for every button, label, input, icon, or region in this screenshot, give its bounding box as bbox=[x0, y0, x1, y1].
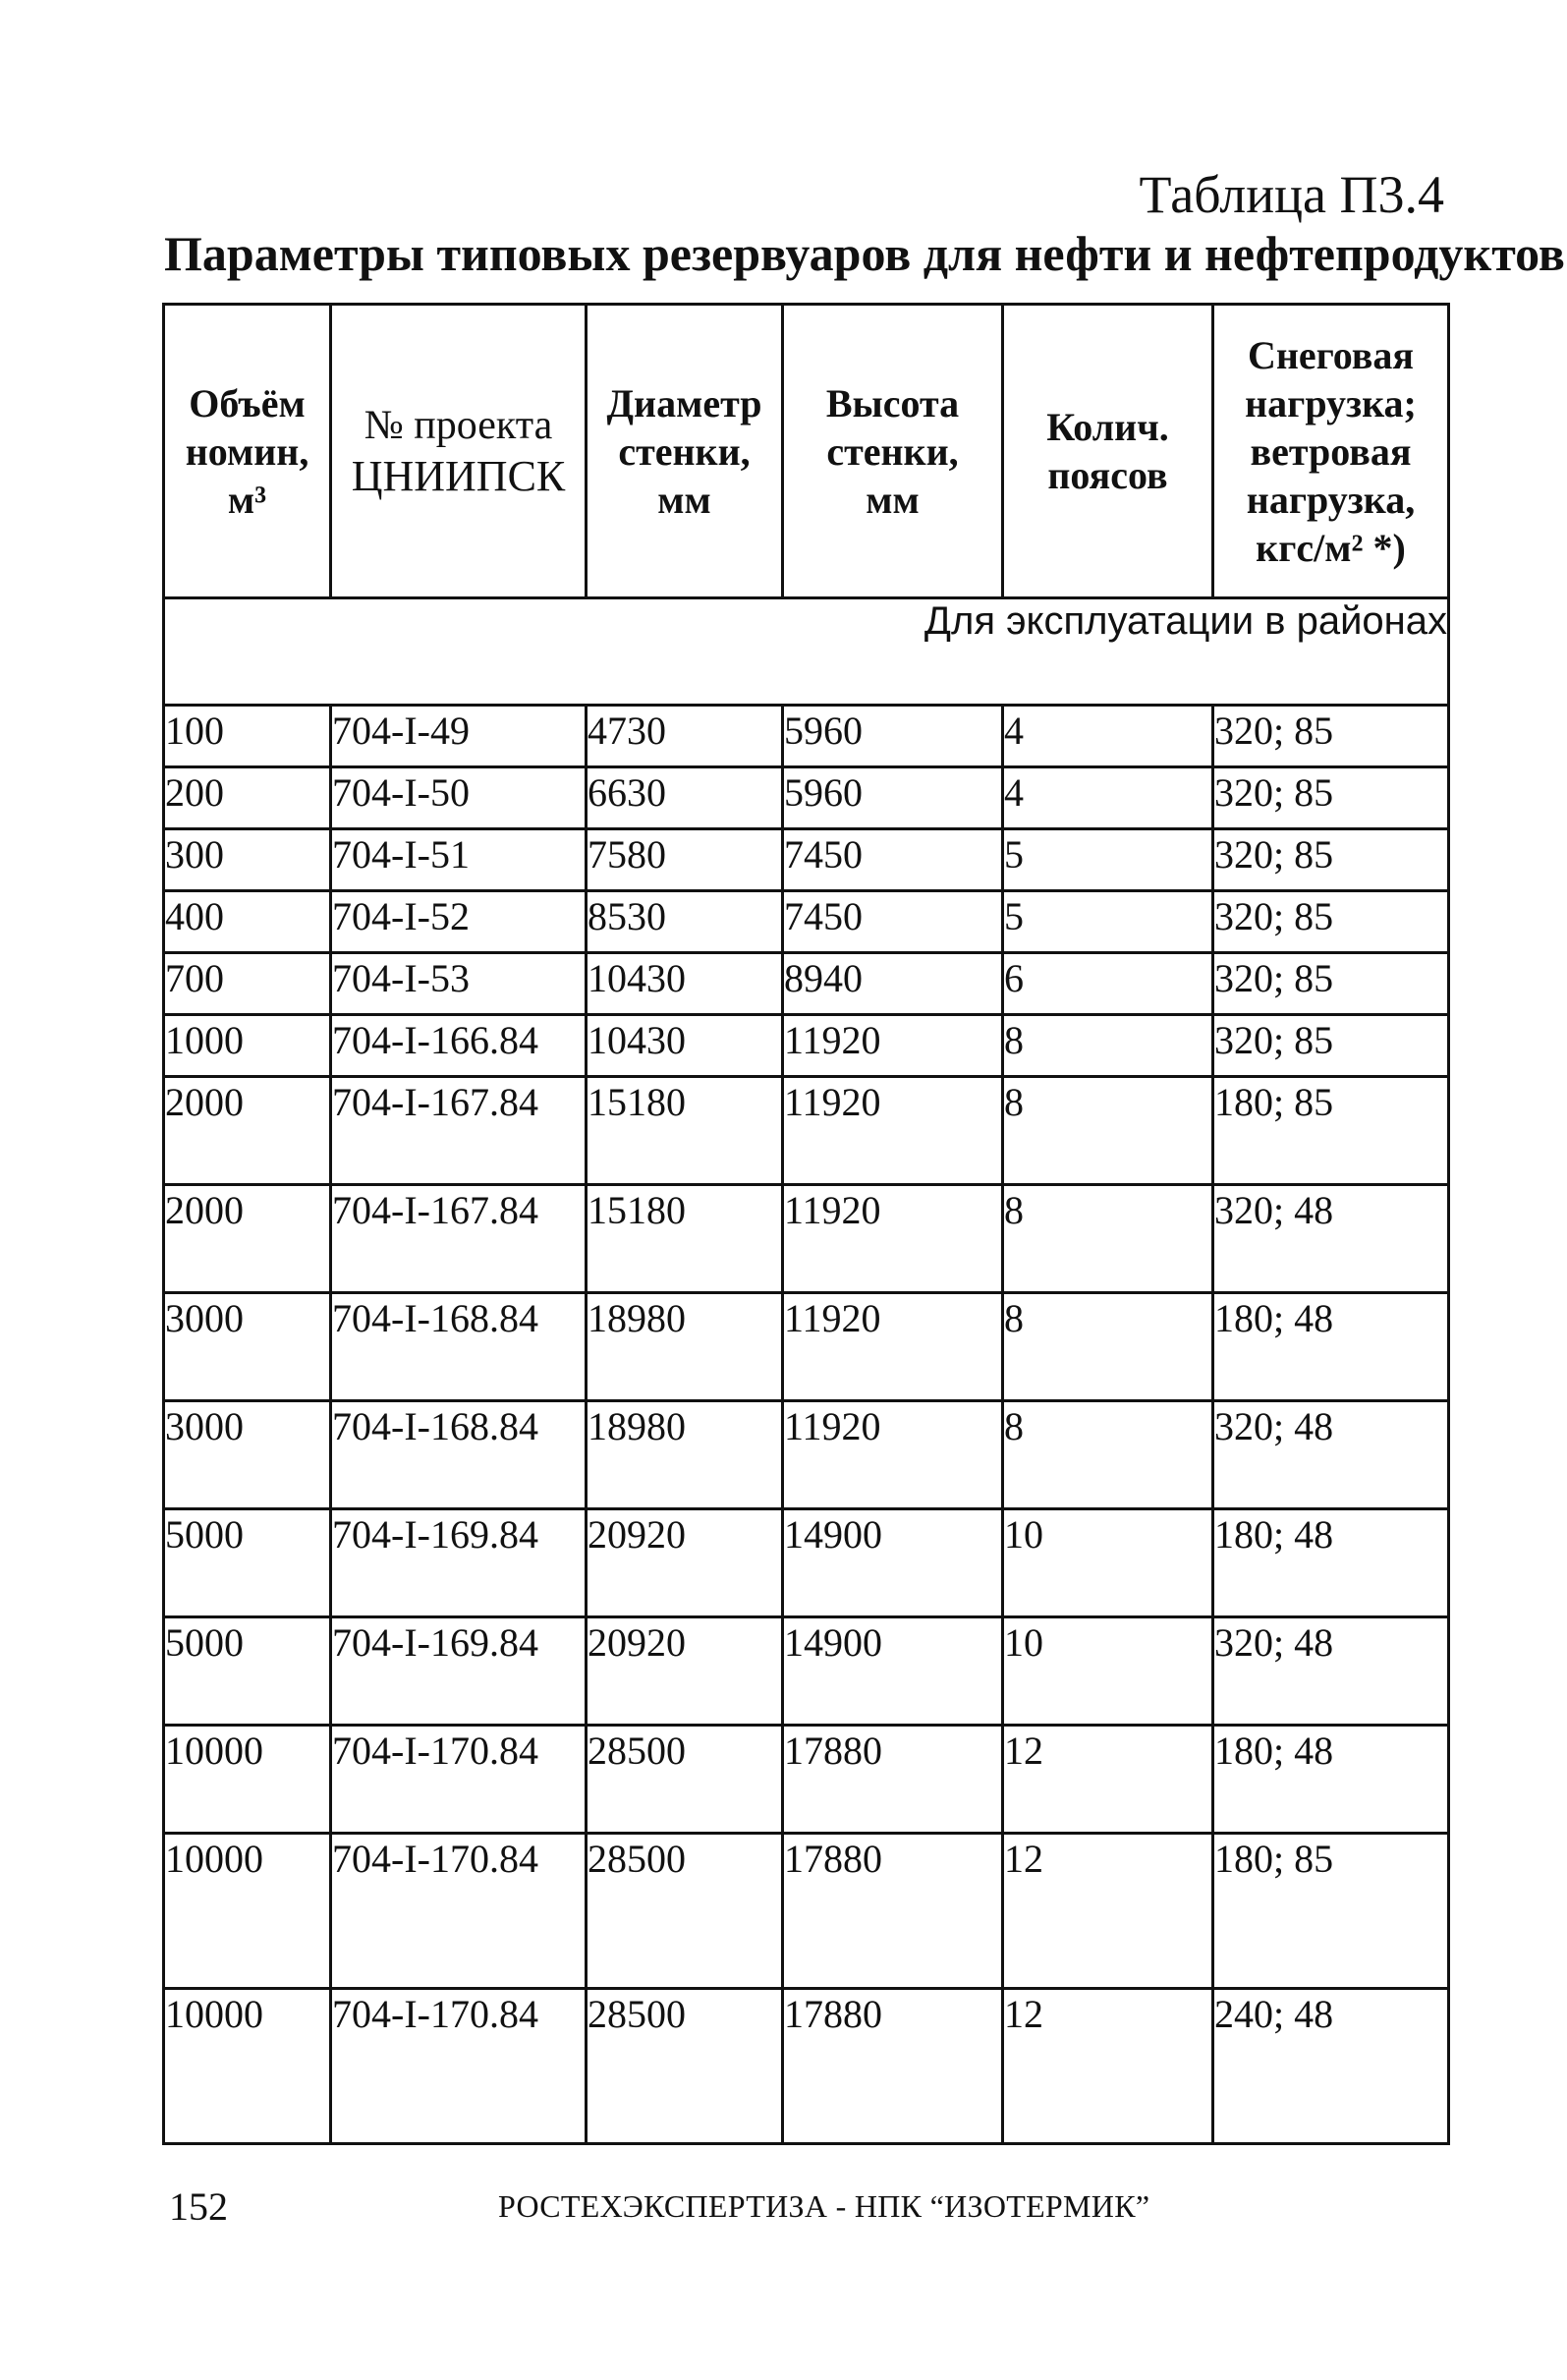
header-volume bbox=[164, 305, 331, 598]
header-belts bbox=[1003, 305, 1213, 598]
cell-diameter: 28500 bbox=[587, 1989, 783, 2144]
cell-belts: 6 bbox=[1003, 953, 1213, 1015]
cell-belts: 5 bbox=[1003, 829, 1213, 891]
cell-belts: 5 bbox=[1003, 891, 1213, 953]
cell-volume: 5000 bbox=[164, 1509, 331, 1617]
table-row bbox=[164, 706, 1449, 767]
cell-loads: 320; 85 bbox=[1213, 891, 1449, 953]
cell-loads: 320; 85 bbox=[1213, 1015, 1449, 1077]
table-row bbox=[164, 1834, 1449, 1989]
cell-height: 8940 bbox=[783, 953, 1003, 1015]
cell-loads: 320; 48 bbox=[1213, 1185, 1449, 1293]
header-text: Снеговая bbox=[1247, 332, 1415, 377]
header-text: Колич. bbox=[1046, 405, 1169, 449]
cell-volume: 3000 bbox=[164, 1401, 331, 1509]
reservoir-parameters-table bbox=[162, 303, 1450, 2145]
table-row bbox=[164, 767, 1449, 829]
header-text: мм bbox=[657, 477, 711, 522]
header-project bbox=[331, 305, 587, 598]
cell-volume: 10000 bbox=[164, 1726, 331, 1834]
header-text: стенки, bbox=[826, 428, 959, 474]
cell-diameter: 28500 bbox=[587, 1834, 783, 1989]
cell-height: 11920 bbox=[783, 1293, 1003, 1401]
cell-loads: 180; 48 bbox=[1213, 1293, 1449, 1401]
cell-diameter: 8530 bbox=[587, 891, 783, 953]
cell-volume: 10000 bbox=[164, 1989, 331, 2144]
cell-project: 704-I-53 bbox=[331, 953, 587, 1015]
cell-belts: 4 bbox=[1003, 706, 1213, 767]
cell-height: 7450 bbox=[783, 891, 1003, 953]
cell-diameter: 4730 bbox=[587, 706, 783, 767]
cell-loads: 180; 48 bbox=[1213, 1726, 1449, 1834]
cell-belts: 8 bbox=[1003, 1015, 1213, 1077]
header-diameter bbox=[587, 305, 783, 598]
cell-belts: 12 bbox=[1003, 1834, 1213, 1989]
header-text: Высота bbox=[825, 380, 960, 425]
cell-volume: 5000 bbox=[164, 1617, 331, 1726]
cell-belts: 12 bbox=[1003, 1726, 1213, 1834]
table-row bbox=[164, 1401, 1449, 1509]
cell-volume: 10000 bbox=[164, 1834, 331, 1989]
cell-project: 704-I-168.84 bbox=[331, 1293, 587, 1401]
header-text: номин, bbox=[185, 428, 309, 474]
cell-diameter: 6630 bbox=[587, 767, 783, 829]
header-text: поясов bbox=[1047, 453, 1168, 497]
cell-belts: 8 bbox=[1003, 1293, 1213, 1401]
cell-diameter: 10430 bbox=[587, 953, 783, 1015]
table-label: Таблица П3.4 bbox=[1139, 165, 1444, 224]
cell-height: 11920 bbox=[783, 1185, 1003, 1293]
page-number: 152 bbox=[169, 2184, 228, 2229]
cell-volume: 300 bbox=[164, 829, 331, 891]
cell-diameter: 18980 bbox=[587, 1401, 783, 1509]
cell-height: 7450 bbox=[783, 829, 1003, 891]
cell-volume: 400 bbox=[164, 891, 331, 953]
cell-project: 704-I-51 bbox=[331, 829, 587, 891]
header-text: № проекта bbox=[364, 403, 553, 448]
cell-height: 5960 bbox=[783, 706, 1003, 767]
cell-project: 704-I-167.84 bbox=[331, 1185, 587, 1293]
header-text: Диаметр bbox=[606, 380, 762, 425]
header-row bbox=[164, 305, 1449, 598]
header-text: мм bbox=[866, 477, 920, 522]
cell-loads: 180; 48 bbox=[1213, 1509, 1449, 1617]
cell-project: 704-I-49 bbox=[331, 706, 587, 767]
table-row bbox=[164, 1015, 1449, 1077]
section-label: Для эксплуатации в районах bbox=[164, 598, 1449, 706]
cell-loads: 320; 85 bbox=[1213, 706, 1449, 767]
cell-height: 11920 bbox=[783, 1015, 1003, 1077]
header-text: стенки, bbox=[618, 428, 751, 474]
cell-project: 704-I-169.84 bbox=[331, 1509, 587, 1617]
publisher-footer: РОСТЕХЭКСПЕРТИЗА - НПК “ИЗОТЕРМИК” bbox=[498, 2188, 1150, 2224]
cell-volume: 1000 bbox=[164, 1015, 331, 1077]
cell-height: 11920 bbox=[783, 1077, 1003, 1185]
cell-height: 17880 bbox=[783, 1834, 1003, 1989]
cell-belts: 10 bbox=[1003, 1617, 1213, 1726]
cell-project: 704-I-170.84 bbox=[331, 1989, 587, 2144]
cell-volume: 2000 bbox=[164, 1077, 331, 1185]
cell-belts: 8 bbox=[1003, 1401, 1213, 1509]
cell-loads: 320; 85 bbox=[1213, 953, 1449, 1015]
cell-loads: 320; 85 bbox=[1213, 767, 1449, 829]
table-row bbox=[164, 1617, 1449, 1726]
cell-belts: 12 bbox=[1003, 1989, 1213, 2144]
cell-belts: 4 bbox=[1003, 767, 1213, 829]
cell-loads: 320; 48 bbox=[1213, 1401, 1449, 1509]
cell-volume: 3000 bbox=[164, 1293, 331, 1401]
header-text: кгс/м² *) bbox=[1256, 525, 1406, 570]
header-text: м³ bbox=[227, 477, 267, 522]
cell-height: 14900 bbox=[783, 1617, 1003, 1726]
cell-diameter: 28500 bbox=[587, 1726, 783, 1834]
cell-project: 704-I-170.84 bbox=[331, 1726, 587, 1834]
table-row bbox=[164, 829, 1449, 891]
cell-height: 5960 bbox=[783, 767, 1003, 829]
cell-diameter: 15180 bbox=[587, 1077, 783, 1185]
header-text: Объём bbox=[189, 380, 306, 425]
cell-belts: 8 bbox=[1003, 1077, 1213, 1185]
cell-volume: 200 bbox=[164, 767, 331, 829]
cell-diameter: 20920 bbox=[587, 1509, 783, 1617]
table-row bbox=[164, 953, 1449, 1015]
cell-belts: 10 bbox=[1003, 1509, 1213, 1617]
cell-project: 704-I-166.84 bbox=[331, 1015, 587, 1077]
header-text: ветровая bbox=[1250, 428, 1412, 474]
cell-diameter: 15180 bbox=[587, 1185, 783, 1293]
section-row bbox=[164, 598, 1449, 706]
cell-project: 704-I-170.84 bbox=[331, 1834, 587, 1989]
header-loads bbox=[1213, 305, 1449, 598]
header-text: нагрузка; bbox=[1245, 380, 1417, 425]
cell-loads: 320; 48 bbox=[1213, 1617, 1449, 1726]
table-row bbox=[164, 891, 1449, 953]
table-title: Параметры типовых резервуаров для нефти и нефтепродуктов bbox=[164, 226, 1565, 281]
table-row bbox=[164, 1293, 1449, 1401]
table-row bbox=[164, 1077, 1449, 1185]
cell-project: 704-I-50 bbox=[331, 767, 587, 829]
cell-loads: 240; 48 bbox=[1213, 1989, 1449, 2144]
cell-diameter: 10430 bbox=[587, 1015, 783, 1077]
cell-volume: 2000 bbox=[164, 1185, 331, 1293]
cell-height: 11920 bbox=[783, 1401, 1003, 1509]
cell-project: 704-I-169.84 bbox=[331, 1617, 587, 1726]
table-row bbox=[164, 1509, 1449, 1617]
cell-loads: 320; 85 bbox=[1213, 829, 1449, 891]
cell-height: 17880 bbox=[783, 1989, 1003, 2144]
table-row bbox=[164, 1185, 1449, 1293]
cell-diameter: 7580 bbox=[587, 829, 783, 891]
cell-diameter: 18980 bbox=[587, 1293, 783, 1401]
table-row bbox=[164, 1726, 1449, 1834]
cell-height: 14900 bbox=[783, 1509, 1003, 1617]
cell-height: 17880 bbox=[783, 1726, 1003, 1834]
cell-project: 704-I-167.84 bbox=[331, 1077, 587, 1185]
cell-belts: 8 bbox=[1003, 1185, 1213, 1293]
cell-diameter: 20920 bbox=[587, 1617, 783, 1726]
cell-volume: 100 bbox=[164, 706, 331, 767]
header-text: ЦНИИПСК bbox=[351, 452, 566, 500]
header-text: нагрузка, bbox=[1246, 477, 1416, 522]
cell-project: 704-I-168.84 bbox=[331, 1401, 587, 1509]
header-height bbox=[783, 305, 1003, 598]
table-row bbox=[164, 1989, 1449, 2144]
cell-project: 704-I-52 bbox=[331, 891, 587, 953]
cell-loads: 180; 85 bbox=[1213, 1077, 1449, 1185]
cell-volume: 700 bbox=[164, 953, 331, 1015]
cell-loads: 180; 85 bbox=[1213, 1834, 1449, 1989]
